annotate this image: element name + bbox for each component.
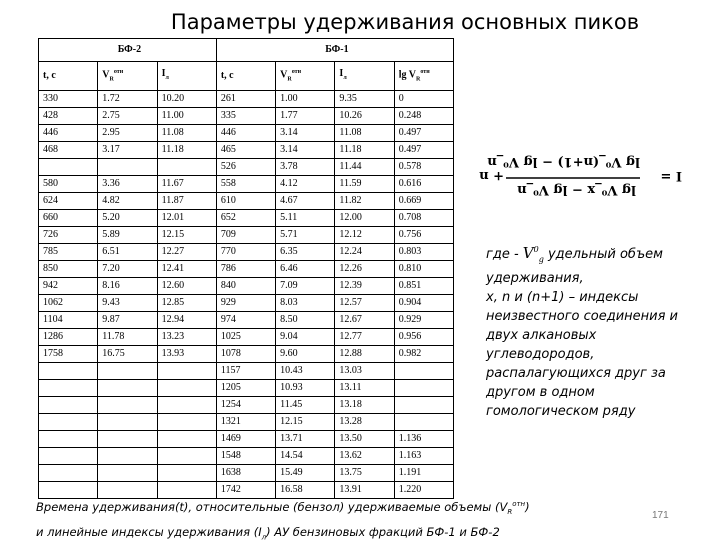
table-cell: 11.08 xyxy=(335,125,394,142)
table-cell: 8.03 xyxy=(276,295,335,312)
table-cell: 9.60 xyxy=(276,346,335,363)
caption-close-paren: ) xyxy=(525,499,530,514)
table-cell xyxy=(39,448,98,465)
table-cell: 4.82 xyxy=(98,193,157,210)
table-cell: 6.46 xyxy=(276,261,335,278)
table-cell: 16.58 xyxy=(276,482,335,499)
table-cell: 468 xyxy=(39,142,98,159)
table-cell: 11.18 xyxy=(157,142,216,159)
table-caption xyxy=(36,494,656,547)
table-cell: 526 xyxy=(216,159,275,176)
table-cell: 13.23 xyxy=(157,329,216,346)
column-header: $V_R^{отн}$ xyxy=(276,62,335,91)
table-row xyxy=(39,295,454,312)
table-cell: 942 xyxy=(39,278,98,295)
table-cell xyxy=(39,431,98,448)
table-cell: 13.28 xyxy=(335,414,394,431)
table-cell: 0.616 xyxy=(394,176,453,193)
table-cell: 5.71 xyxy=(276,227,335,244)
table-row xyxy=(39,193,454,210)
table-cell: 929 xyxy=(216,295,275,312)
table-cell: 11.00 xyxy=(157,108,216,125)
table-cell: 558 xyxy=(216,176,275,193)
table-cell: 11.08 xyxy=(157,125,216,142)
table-cell: 1.220 xyxy=(394,482,453,499)
table-row xyxy=(39,397,454,414)
table-cell xyxy=(394,414,453,431)
table-body xyxy=(39,91,454,499)
table-cell: 5.20 xyxy=(98,210,157,227)
table-cell: 1758 xyxy=(39,346,98,363)
table-cell: 660 xyxy=(39,210,98,227)
table-cell: 0.851 xyxy=(394,278,453,295)
table-row xyxy=(39,278,454,295)
table-cell xyxy=(39,159,98,176)
table-row xyxy=(39,346,454,363)
table-cell: 1.77 xyxy=(276,108,335,125)
table-cell: 1548 xyxy=(216,448,275,465)
caption-line2: и линейные индексы удерживания (I xyxy=(36,525,262,540)
table-cell: 0.956 xyxy=(394,329,453,346)
table-cell: 10.93 xyxy=(276,380,335,397)
table-cell: 1062 xyxy=(39,295,98,312)
table-cell: 446 xyxy=(216,125,275,142)
table-cell: 786 xyxy=(216,261,275,278)
caption-sub-l: л xyxy=(261,533,267,542)
table-cell: 1.163 xyxy=(394,448,453,465)
table-row xyxy=(39,431,454,448)
table-row xyxy=(39,380,454,397)
column-header: t, c xyxy=(216,62,275,91)
table-cell: 4.12 xyxy=(276,176,335,193)
table-cell: 12.26 xyxy=(335,261,394,278)
table-cell: 6.51 xyxy=(98,244,157,261)
table-cell xyxy=(157,414,216,431)
caption-line1: Времена удерживания(t), относительные (бензол) удерживаемые объемы (V xyxy=(36,499,508,514)
table-cell: 6.35 xyxy=(276,244,335,261)
table-cell xyxy=(98,414,157,431)
table-cell: 4.67 xyxy=(276,193,335,210)
column-header: $\lg V_R^{отн}$ xyxy=(394,62,453,91)
table-cell xyxy=(157,448,216,465)
formula-suffix: + n xyxy=(479,168,504,183)
table-cell: 2.75 xyxy=(98,108,157,125)
table-cell: 8.16 xyxy=(98,278,157,295)
table-cell: 9.04 xyxy=(276,329,335,346)
table-cell: 3.36 xyxy=(98,176,157,193)
caption-line2-end: ) АУ бензиновых фракций БФ-1 и БФ-2 xyxy=(266,525,500,540)
column-header: $V_R^{отн}$ xyxy=(98,62,157,91)
table-cell: 9.35 xyxy=(335,91,394,108)
table-cell: 446 xyxy=(39,125,98,142)
table-cell: 9.87 xyxy=(98,312,157,329)
table-cell: 1.136 xyxy=(394,431,453,448)
table-cell: 3.14 xyxy=(276,125,335,142)
table-cell: 1157 xyxy=(216,363,275,380)
table-cell: 709 xyxy=(216,227,275,244)
table-row xyxy=(39,465,454,482)
table-row xyxy=(39,261,454,278)
table-cell: 335 xyxy=(216,108,275,125)
column-header-row xyxy=(39,62,454,91)
table-cell: 1025 xyxy=(216,329,275,346)
table-row xyxy=(39,448,454,465)
table-cell xyxy=(39,465,98,482)
table-cell: 12.85 xyxy=(157,295,216,312)
table-cell: 12.41 xyxy=(157,261,216,278)
table-cell xyxy=(157,397,216,414)
table-cell: 13.50 xyxy=(335,431,394,448)
table-cell: 840 xyxy=(216,278,275,295)
table-cell: 5.11 xyxy=(276,210,335,227)
column-header: t, c xyxy=(39,62,98,91)
table-cell xyxy=(394,363,453,380)
table-cell: 13.62 xyxy=(335,448,394,465)
table-cell: 428 xyxy=(39,108,98,125)
table-cell xyxy=(394,380,453,397)
table-cell: 7.20 xyxy=(98,261,157,278)
table-cell xyxy=(157,431,216,448)
formula-prefix: I = xyxy=(660,168,682,183)
table-cell: 7.09 xyxy=(276,278,335,295)
table-cell: 9.43 xyxy=(98,295,157,312)
table-cell: 1205 xyxy=(216,380,275,397)
table-cell: 1742 xyxy=(216,482,275,499)
table-cell: 3.14 xyxy=(276,142,335,159)
table-cell: 974 xyxy=(216,312,275,329)
table-cell: 12.94 xyxy=(157,312,216,329)
table-cell: 11.59 xyxy=(335,176,394,193)
table-row xyxy=(39,91,454,108)
table-cell: 0.497 xyxy=(394,125,453,142)
page-number: 171 xyxy=(652,510,669,521)
table-cell: 0.803 xyxy=(394,244,453,261)
page-title: Параметры удерживания основных пиков xyxy=(170,10,640,34)
table-cell xyxy=(39,397,98,414)
table-row xyxy=(39,244,454,261)
table-cell: 652 xyxy=(216,210,275,227)
table-cell: 0.497 xyxy=(394,142,453,159)
table-cell xyxy=(157,159,216,176)
table-cell xyxy=(39,414,98,431)
table-cell: 1286 xyxy=(39,329,98,346)
table-cell: 1078 xyxy=(216,346,275,363)
table-cell: 15.49 xyxy=(276,465,335,482)
table-cell xyxy=(98,380,157,397)
table-cell: 12.60 xyxy=(157,278,216,295)
table-cell xyxy=(39,363,98,380)
caption-sup-otn: отн xyxy=(512,500,526,508)
table-cell: 13.03 xyxy=(335,363,394,380)
table-cell: 12.15 xyxy=(157,227,216,244)
table-cell: 12.01 xyxy=(157,210,216,227)
table-cell xyxy=(98,448,157,465)
table-cell: 624 xyxy=(39,193,98,210)
table-cell: 13.91 xyxy=(335,482,394,499)
table-cell: 0.248 xyxy=(394,108,453,125)
table-cell: 0.578 xyxy=(394,159,453,176)
table-cell: 3.78 xyxy=(276,159,335,176)
table-row xyxy=(39,363,454,380)
table-cell: 13.11 xyxy=(335,380,394,397)
table-cell: 12.12 xyxy=(335,227,394,244)
table-cell: 850 xyxy=(39,261,98,278)
table-cell: 0.756 xyxy=(394,227,453,244)
table-cell: 11.18 xyxy=(335,142,394,159)
desc-prefix: где - xyxy=(486,247,523,262)
table-cell: 13.18 xyxy=(335,397,394,414)
group-header-bf1: БФ-1 xyxy=(216,39,453,62)
table-cell xyxy=(157,465,216,482)
table-cell: 11.87 xyxy=(157,193,216,210)
table-cell: 5.89 xyxy=(98,227,157,244)
table-row xyxy=(39,176,454,193)
formula-description xyxy=(486,240,698,421)
retention-index-formula xyxy=(474,140,686,216)
table-cell: 10.20 xyxy=(157,91,216,108)
table-cell: 610 xyxy=(216,193,275,210)
table-cell: 1321 xyxy=(216,414,275,431)
table-cell: 12.24 xyxy=(335,244,394,261)
table-cell: 330 xyxy=(39,91,98,108)
table-cell: 11.44 xyxy=(335,159,394,176)
desc-line2: x, n и (n+1) – индексы неизвестного соединения и двух алкановых углеводородов, распалагующихся друг за другом в одном гомологическом ряду xyxy=(486,290,678,419)
table-cell: 12.39 xyxy=(335,278,394,295)
table-cell: 8.50 xyxy=(276,312,335,329)
caption-sub-r: R xyxy=(507,508,513,517)
table-cell: 12.67 xyxy=(335,312,394,329)
table-cell: 13.71 xyxy=(276,431,335,448)
table-cell: 12.77 xyxy=(335,329,394,346)
group-header-bf2: БФ-2 xyxy=(39,39,217,62)
table-cell: 1638 xyxy=(216,465,275,482)
table-cell xyxy=(39,380,98,397)
table-cell: 2.95 xyxy=(98,125,157,142)
table-cell: 11.82 xyxy=(335,193,394,210)
table-cell: 1254 xyxy=(216,397,275,414)
table-cell: 12.27 xyxy=(157,244,216,261)
table-cell: 0.810 xyxy=(394,261,453,278)
table-row xyxy=(39,210,454,227)
table-cell xyxy=(157,380,216,397)
table-cell: 1.72 xyxy=(98,91,157,108)
table-cell: 580 xyxy=(39,176,98,193)
table-cell: 1104 xyxy=(39,312,98,329)
table-cell: 12.15 xyxy=(276,414,335,431)
table-row xyxy=(39,108,454,125)
table-cell xyxy=(98,397,157,414)
table-cell: 14.54 xyxy=(276,448,335,465)
table-cell: 0.982 xyxy=(394,346,453,363)
table-cell xyxy=(98,159,157,176)
table-cell xyxy=(157,363,216,380)
table-cell: 785 xyxy=(39,244,98,261)
table-cell: 465 xyxy=(216,142,275,159)
table-cell: 1.191 xyxy=(394,465,453,482)
column-header: $I_л$ xyxy=(157,62,216,91)
table-cell: 0.708 xyxy=(394,210,453,227)
table-row xyxy=(39,142,454,159)
table-cell: 10.26 xyxy=(335,108,394,125)
table-cell: 12.57 xyxy=(335,295,394,312)
table-cell: 1469 xyxy=(216,431,275,448)
table-cell: 261 xyxy=(216,91,275,108)
table-cell: 13.93 xyxy=(157,346,216,363)
table-cell xyxy=(98,431,157,448)
table-cell: 0 xyxy=(394,91,453,108)
table-row xyxy=(39,227,454,244)
table-cell: 0.929 xyxy=(394,312,453,329)
table-cell: 13.75 xyxy=(335,465,394,482)
table-cell xyxy=(394,397,453,414)
table-cell: 12.00 xyxy=(335,210,394,227)
table-cell: 16.75 xyxy=(98,346,157,363)
table-cell: 10.43 xyxy=(276,363,335,380)
table-cell xyxy=(98,465,157,482)
specific-volume-symbol: $V^0_g$ xyxy=(522,244,544,264)
table-row xyxy=(39,414,454,431)
table-cell: 0.904 xyxy=(394,295,453,312)
desc-line1: удельный объем удерживания, xyxy=(486,247,663,286)
group-header-row xyxy=(39,39,454,62)
table-cell: 3.17 xyxy=(98,142,157,159)
table-cell: 770 xyxy=(216,244,275,261)
table-cell: 11.67 xyxy=(157,176,216,193)
table-cell: 11.45 xyxy=(276,397,335,414)
table-row xyxy=(39,159,454,176)
table-cell xyxy=(98,363,157,380)
table-cell: 726 xyxy=(39,227,98,244)
column-header: $I_л$ xyxy=(335,62,394,91)
table-cell: 11.78 xyxy=(98,329,157,346)
table-cell: 0.669 xyxy=(394,193,453,210)
formula-numerator: lg V⁰_x − lg V⁰_n xyxy=(517,182,636,197)
retention-table xyxy=(38,38,454,499)
formula-denominator: lg V⁰_(n+1) − lg V⁰_n xyxy=(487,154,640,169)
table-row xyxy=(39,312,454,329)
table-row xyxy=(39,125,454,142)
table-cell: 12.88 xyxy=(335,346,394,363)
table-row xyxy=(39,329,454,346)
table-cell: 1.00 xyxy=(276,91,335,108)
